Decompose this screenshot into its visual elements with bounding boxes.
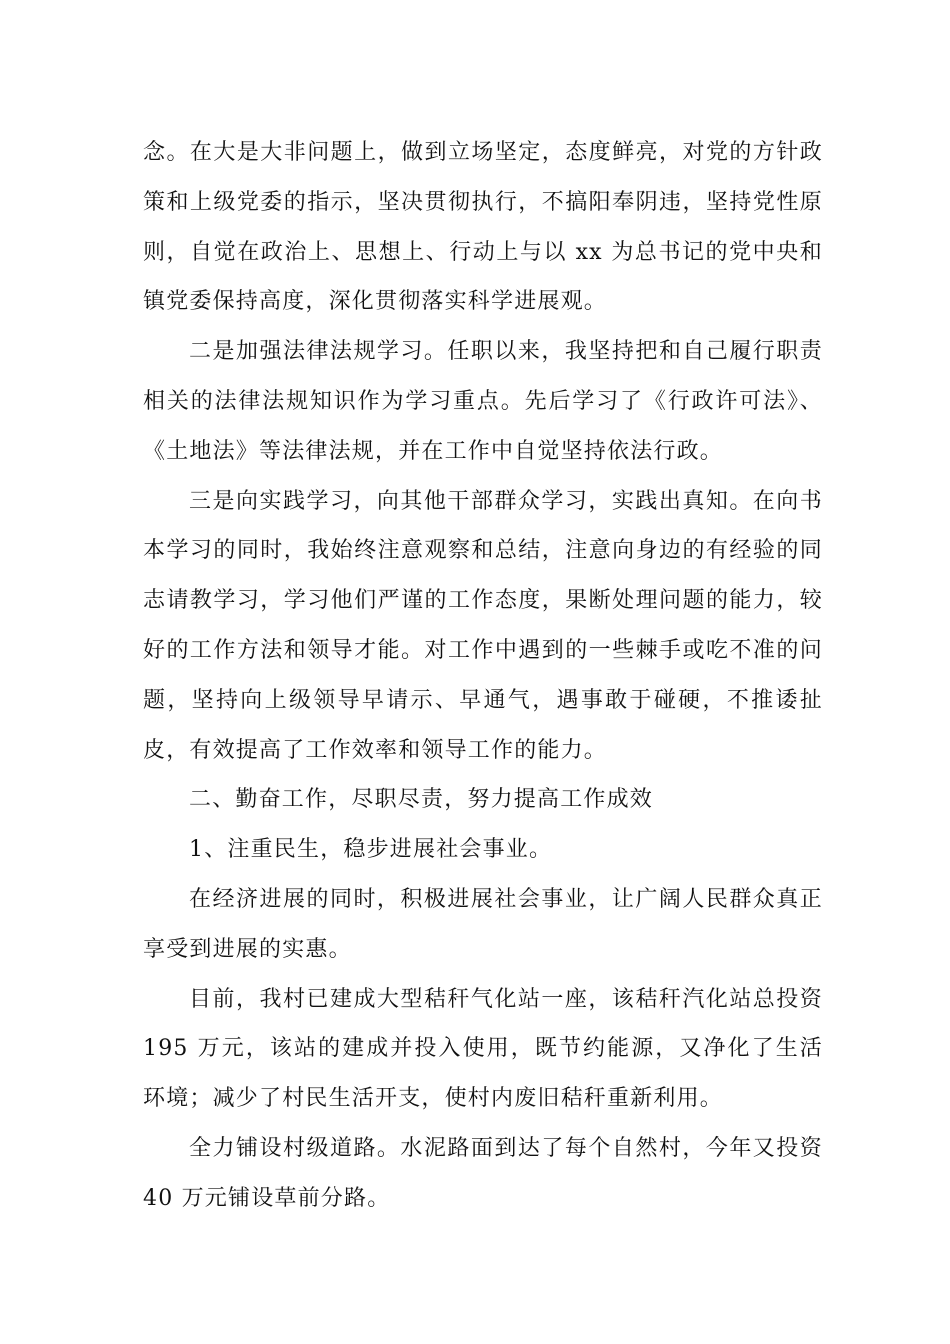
paragraph-7: 目前，我村已建成大型秸秆气化站一座，该秸秆汽化站总投资 195 万元，该站的建成并投入使用，既节约能源，又净化了生活环境；减少了村民生活开支，使村内废旧秸秆重新利用。 — [143, 986, 823, 1112]
paragraph-8: 全力铺设村级道路。水泥路面到达了每个自然村，今年又投资 40 万元铺设草前分路。 — [143, 1135, 823, 1211]
paragraph-3: 三是向实践学习，向其他干部群众学习，实践出真知。在向书本学习的同时，我始终注意观察和总结，注意向身边的有经验的同志请教学习，学习他们严谨的工作态度，果断处理问题的能力，较好的工作方法和领导才能。对工作中遇到的一些棘手或吃不准的问题，坚持向上级领导早请示、早通气，遇事敢于碰硬，不推诿扯皮，有效提高了工作效率和领导工作的能力。 — [143, 488, 823, 763]
paragraph-2: 二是加强法律法规学习。任职以来，我坚持把和自己履行职责相关的法律法规知识作为学习重点。先后学习了《行政许可法》、《土地法》等法律法规，并在工作中自觉坚持依法行政。 — [143, 339, 823, 464]
paragraph-6: 在经济进展的同时，积极进展社会事业，让广阔人民群众真正享受到进展的实惠。 — [143, 886, 823, 962]
section-heading: 二、勤奋工作，尽职尽责，努力提高工作成效 — [189, 787, 654, 813]
document-body — [143, 128, 823, 1224]
paragraph-1: 念。在大是大非问题上，做到立场坚定，态度鲜亮，对党的方针政策和上级党委的指示，坚决贯彻执行，不搞阳奉阴违，坚持党性原则，自觉在政治上、思想上、行动上与以 xx 为总书记的党中央和镇党委保持高度，深化贯彻落实科学进展观。 — [143, 140, 823, 315]
subsection-heading: 1、注重民生，稳步进展社会事业。 — [189, 837, 553, 863]
